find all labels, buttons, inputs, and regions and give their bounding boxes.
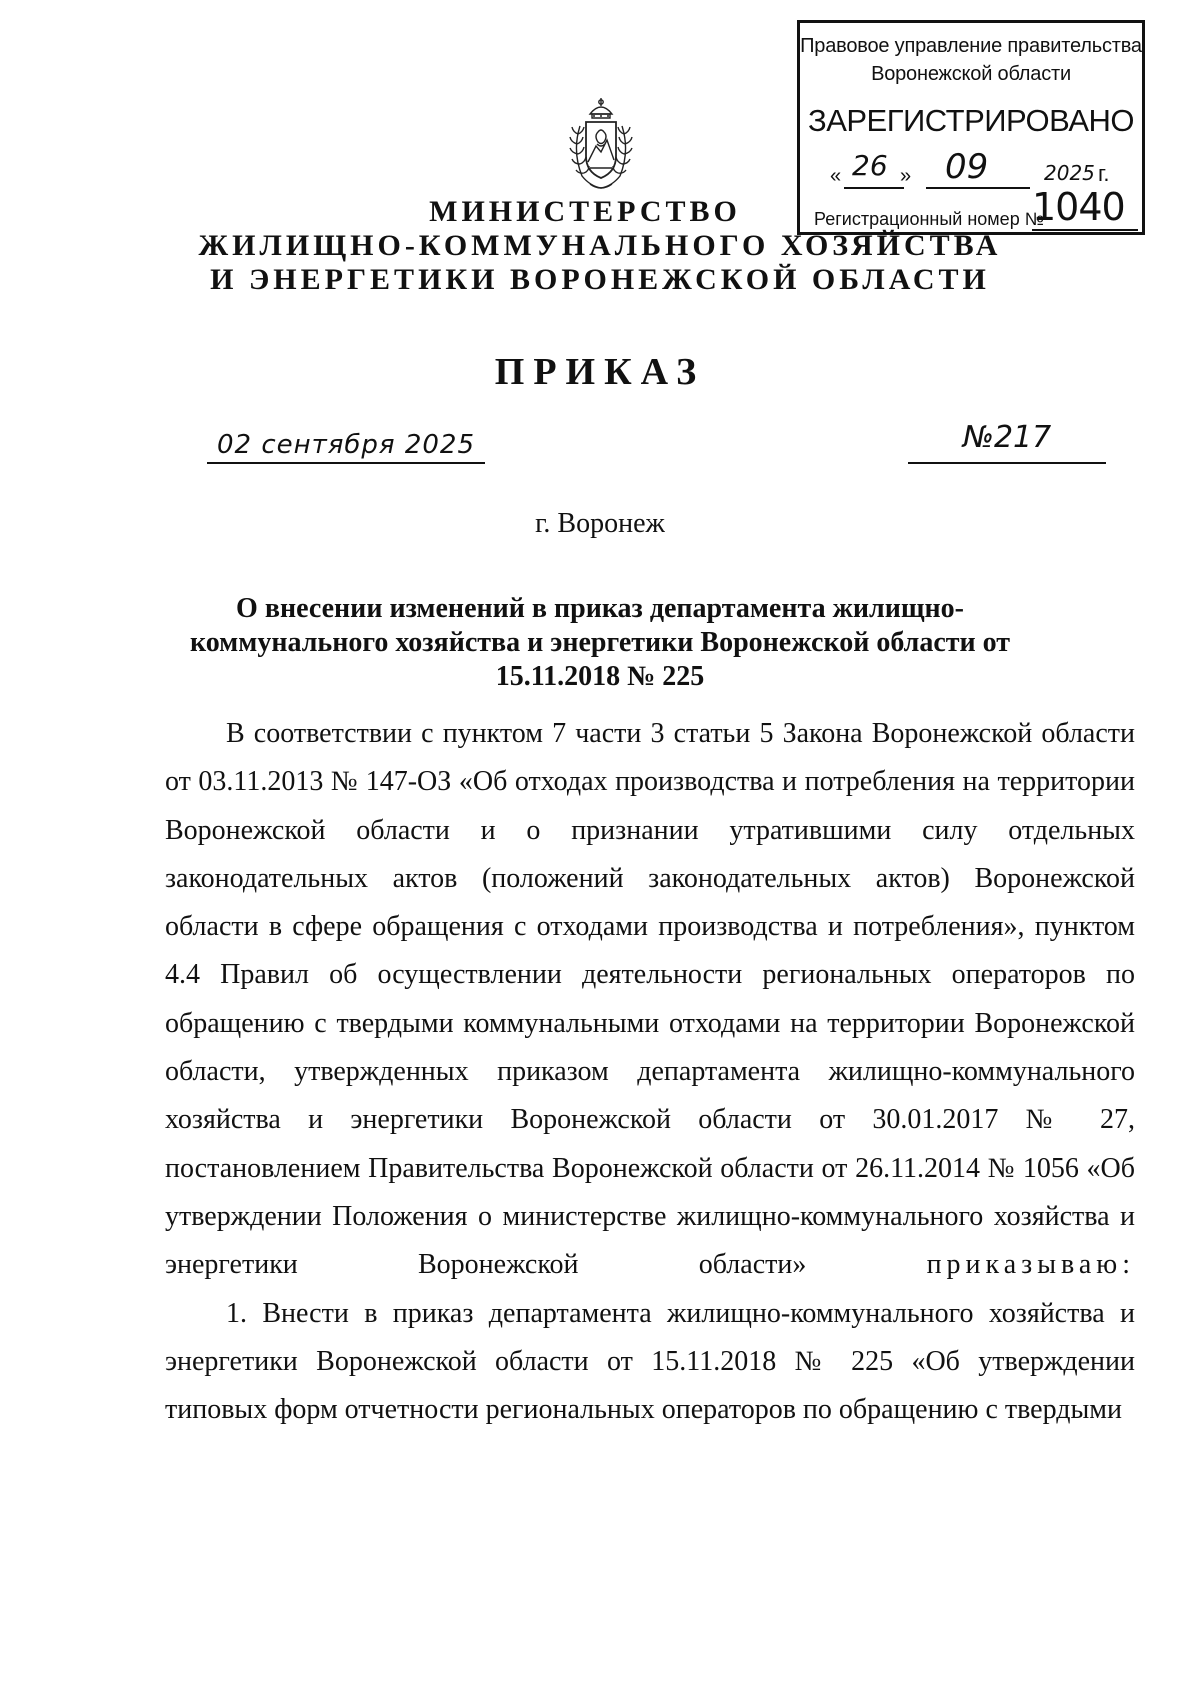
ministry-name-line1: МИНИСТЕРСТВО [429, 195, 741, 228]
order-subject: О внесении изменений в приказ департамента жилищно-коммунального хозяйства и энергетики Воронежской области от 15.11.2018 № 225 [189, 593, 1011, 692]
order-body [165, 710, 1135, 1434]
stamp-date-close-quote: » [900, 165, 912, 187]
stamp-date-year-suffix: г. [1098, 161, 1110, 186]
stamp-day-underline [844, 187, 904, 189]
stamp-org-line1: Правовое управление правительства [800, 35, 1142, 57]
order-number-underline [908, 462, 1106, 464]
order-date-handwritten: 02 сентября 2025 [216, 430, 476, 460]
stamp-date-open-quote: « [830, 165, 842, 187]
coat-of-arms-icon [568, 96, 634, 192]
stamp-date-day: 26 [852, 149, 888, 182]
ministry-name-line3: И ЭНЕРГЕТИКИ ВОРОНЕЖСКОЙ ОБЛАСТИ [210, 263, 990, 296]
stamp-date-month: 09 [945, 147, 989, 187]
document-type-title: ПРИКАЗ [494, 351, 706, 393]
preamble-text: В соответствии с пунктом 7 части 3 статьи 5 Закона Воронежской области от 03.11.2013 № 147-ОЗ «Об отходах производства и потребления на территории Воронежской области и о признании утратившими силу отдельных законодательных актов (положений законодательных актов) Воронежской области в сфере обращения с отходами производства и потребления», пунктом 4.4 Правил об осуществлении деятельности региональных операторов по обращению с твердыми коммунальными отходами на территории Воронежской области, утвержденных приказом департамента жилищно-коммунального хозяйства и энергетики Воронежской области от 30.01.2017 № 27, постановлением Правительства Воронежской области от 26.11.2014 № 1056 «Об утверждении Положения о министерстве жилищно-коммунального хозяйства и энергетики Воронежской области» [165, 718, 1135, 1281]
order-date-underline [207, 462, 485, 464]
stamp-month-underline [926, 187, 1030, 189]
stamp-reg-label: Регистрационный номер № [814, 209, 1045, 229]
order-number-handwritten: №217 [962, 420, 1052, 455]
stamp-org-line2: Воронежской области [871, 63, 1071, 85]
ministry-name-line2: ЖИЛИЩНО-КОММУНАЛЬНОГО ХОЗЯЙСТВА [198, 229, 1002, 262]
item-1-paragraph: 1. Внести в приказ департамента жилищно-коммунального хозяйства и энергетики Воронежской области от 15.11.2018 № 225 «Об утверждении типовых форм отчетности региональных операторов по обращению с твердыми [165, 1297, 1135, 1426]
stamp-status: ЗАРЕГИСТРИРОВАНО [807, 103, 1134, 138]
stamp-reg-number-value: 1040 [1032, 185, 1125, 229]
preamble-paragraph [165, 710, 1135, 1290]
stamp-date-year: 2025 [1044, 161, 1095, 185]
order-word: приказываю: [926, 1249, 1135, 1281]
city-line: г. Воронеж [535, 508, 665, 539]
